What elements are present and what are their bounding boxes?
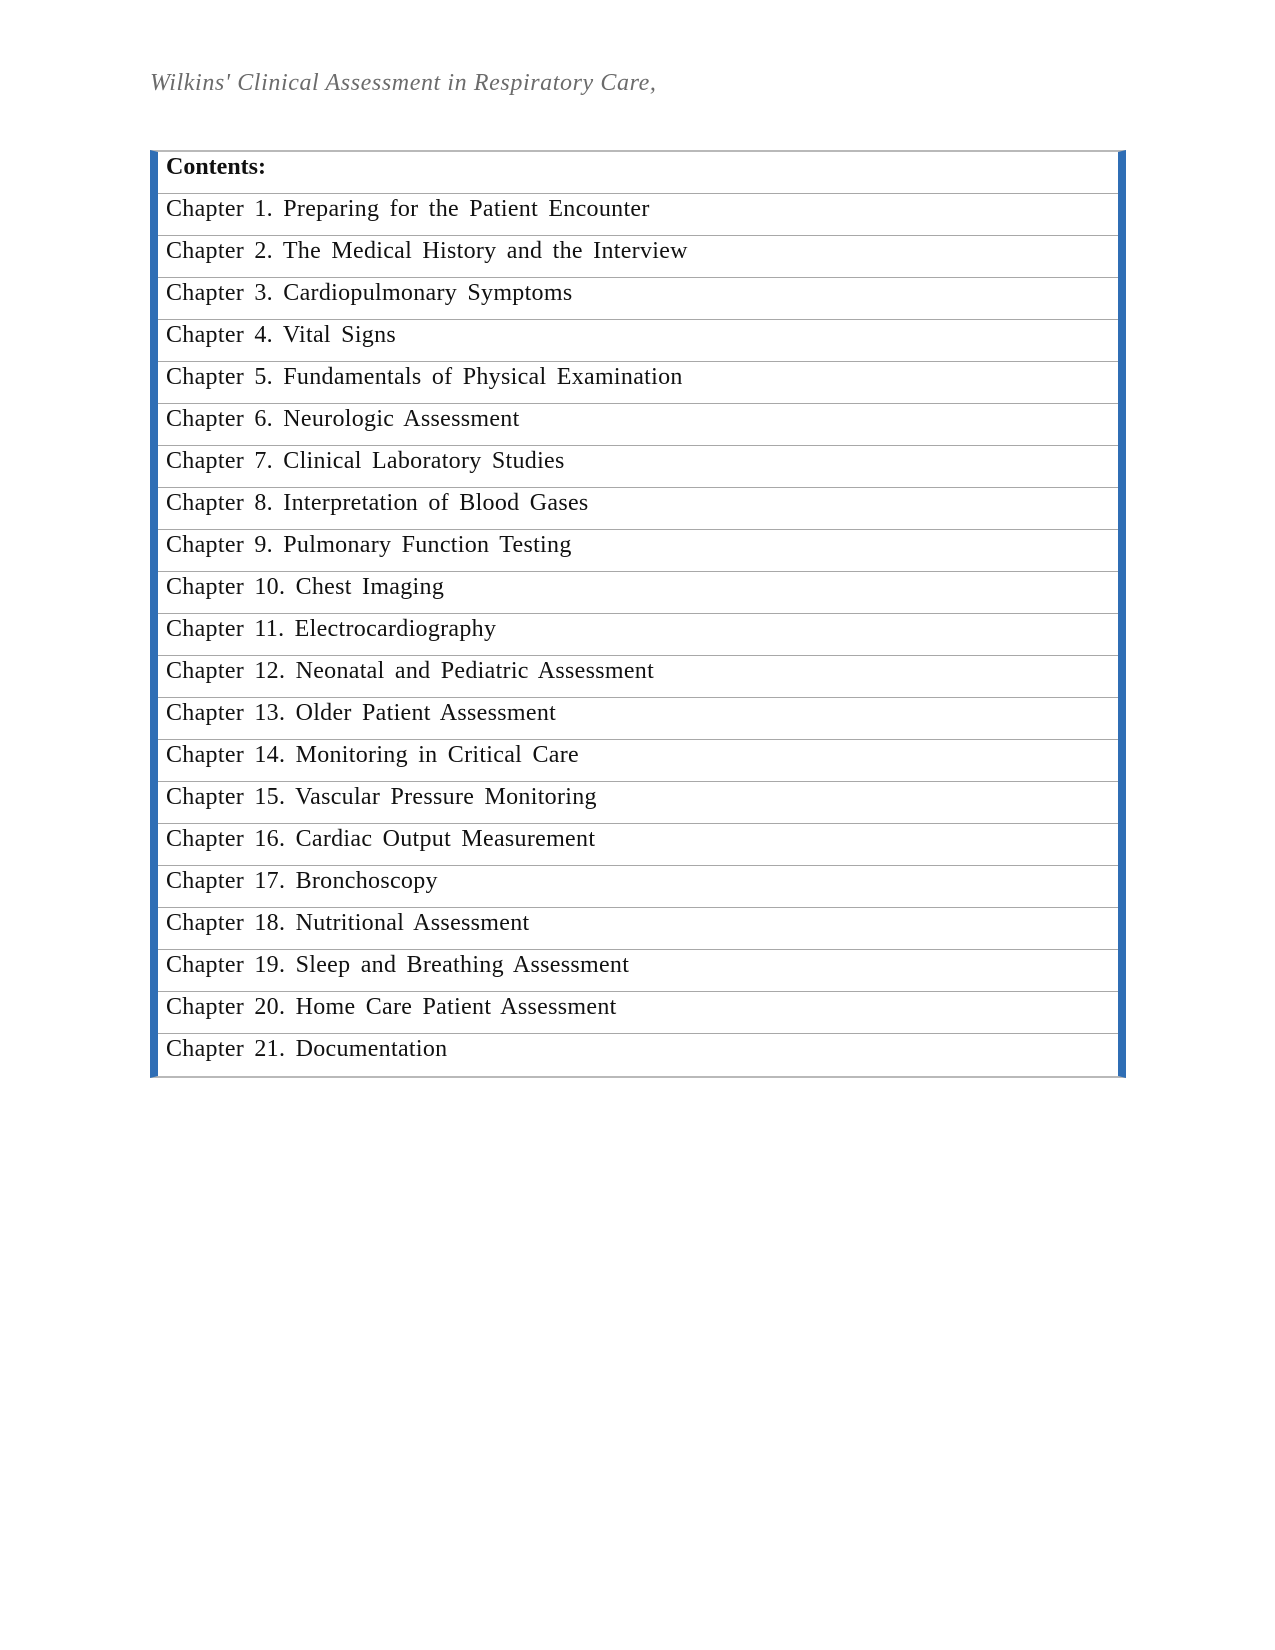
- toc-row-chapter-10: Chapter 10. Chest Imaging: [158, 572, 1118, 614]
- toc-row-chapter-17: Chapter 17. Bronchoscopy: [158, 866, 1118, 908]
- toc-row-chapter-18: Chapter 18. Nutritional Assessment: [158, 908, 1118, 950]
- toc-row-chapter-15: Chapter 15. Vascular Pressure Monitoring: [158, 782, 1118, 824]
- toc-row-chapter-4: Chapter 4. Vital Signs: [158, 320, 1118, 362]
- toc-row-chapter-1: Chapter 1. Preparing for the Patient Encounter: [158, 194, 1118, 236]
- toc-row-chapter-3: Chapter 3. Cardiopulmonary Symptoms: [158, 278, 1118, 320]
- toc-row-chapter-7: Chapter 7. Clinical Laboratory Studies: [158, 446, 1118, 488]
- toc-row-chapter-8: Chapter 8. Interpretation of Blood Gases: [158, 488, 1118, 530]
- toc-row-chapter-6: Chapter 6. Neurologic Assessment: [158, 404, 1118, 446]
- toc-row-chapter-19: Chapter 19. Sleep and Breathing Assessment: [158, 950, 1118, 992]
- document-title: Wilkins' Clinical Assessment in Respiratory Care,: [150, 70, 657, 96]
- toc-row-chapter-5: Chapter 5. Fundamentals of Physical Examination: [158, 362, 1118, 404]
- toc-row-chapter-20: Chapter 20. Home Care Patient Assessment: [158, 992, 1118, 1034]
- toc-row-chapter-2: Chapter 2. The Medical History and the Interview: [158, 236, 1118, 278]
- toc-row-chapter-13: Chapter 13. Older Patient Assessment: [158, 698, 1118, 740]
- contents-heading: Contents:: [158, 152, 1118, 194]
- toc-row-chapter-21: Chapter 21. Documentation: [166, 1036, 448, 1062]
- toc-row-chapter-16: Chapter 16. Cardiac Output Measurement: [158, 824, 1118, 866]
- toc-row-chapter-9: Chapter 9. Pulmonary Function Testing: [158, 530, 1118, 572]
- toc-row-chapter-12: Chapter 12. Neonatal and Pediatric Assessment: [158, 656, 1118, 698]
- contents-table: [150, 150, 1126, 1078]
- toc-row-chapter-11: Chapter 11. Electrocardiography: [158, 614, 1118, 656]
- toc-row-chapter-14: Chapter 14. Monitoring in Critical Care: [158, 740, 1118, 782]
